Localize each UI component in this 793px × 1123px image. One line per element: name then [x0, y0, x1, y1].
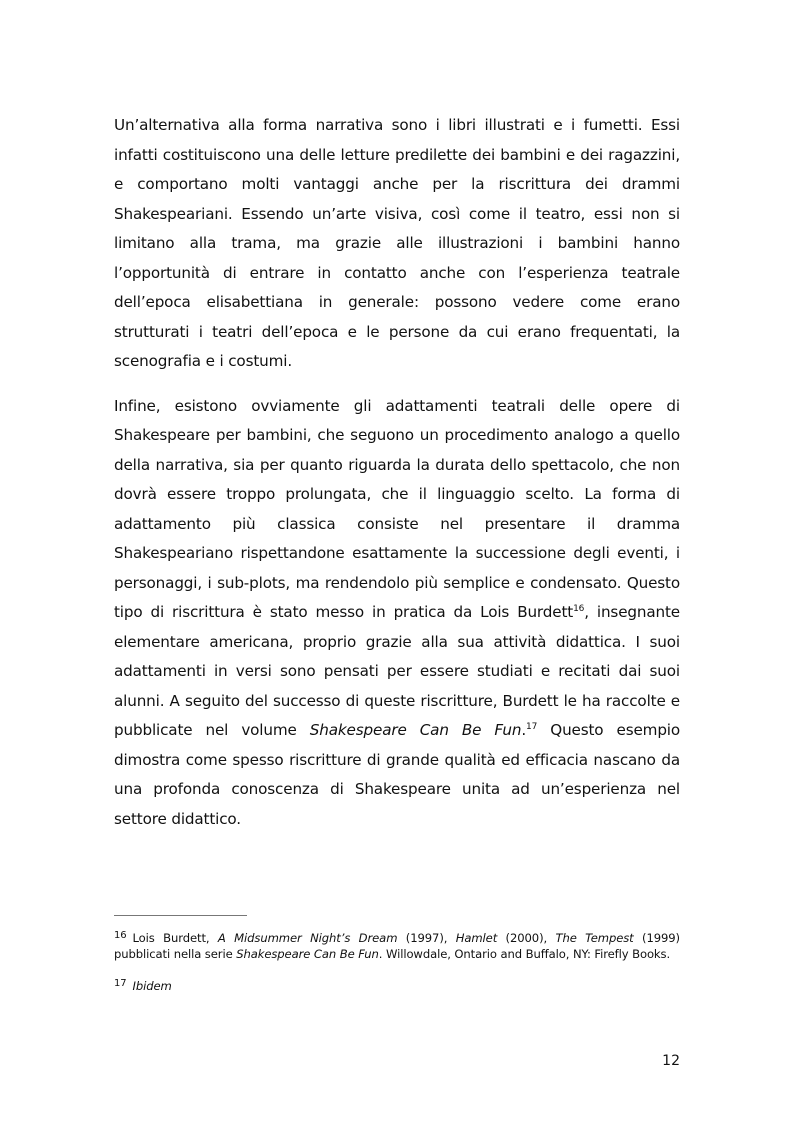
footnote-text: (1997),	[397, 931, 456, 945]
work-title: A Midsummer Night’s Dream	[217, 931, 398, 945]
paragraph-2-text-c: .	[521, 721, 527, 739]
footnote-separator	[114, 915, 247, 916]
paragraph-1: Un’alternativa alla forma narrativa sono i libri illustrati e i fumetti. Essi infatti costituiscono una delle letture predilette dei bambini e dei ragazzini, e comportano molti vantaggi anche per la riscrittura dei drammi Shakespeariani. Essendo un’arte visiva, così come il teatro, essi non si limitano alla trama, ma grazie alle illustrazioni i bambini hanno l’opportunità di entrare in contatto anche con l’esperienza teatrale dell’epoca elisabettiana in generale: possono vedere come erano strutturati i teatri dell’epoca e le persone da cui erano frequentati, la scenografia e i costumi.	[114, 116, 680, 370]
footnote-number: 16	[114, 930, 127, 941]
work-title: The Tempest	[555, 931, 634, 945]
page-number: 12	[662, 1053, 680, 1069]
footnotes	[114, 928, 680, 995]
footnote-text: . Willowdale, Ontario and Buffalo, NY: Firefly Books.	[378, 947, 671, 962]
footnote-ref-16[interactable]: 16	[573, 603, 585, 614]
paragraph-2	[114, 392, 680, 835]
footnote-number: 17	[114, 978, 127, 990]
footnote-text: (2000),	[497, 931, 556, 945]
page-body	[114, 111, 680, 834]
footnote-text: Lois Burdett,	[132, 931, 218, 945]
footnote-16	[114, 928, 680, 962]
book-title: Shakespeare Can Be Fun	[309, 721, 522, 739]
footnote-ref-17[interactable]: 17	[526, 721, 538, 732]
paragraph-2-text-d: Questo esempio dimostra come spesso riscritture di grande qualità ed efficacia nascano da una profonda conoscenza di Shakespeare unita ad un’esperienza nel settore didattico.	[114, 721, 681, 828]
series-title: Shakespeare Can Be Fun	[236, 947, 379, 962]
footnote-text: Ibidem	[132, 979, 172, 994]
footnote-text: (1999) pubblicati nella serie	[114, 931, 680, 962]
footnote-17	[114, 976, 680, 994]
paragraph-2-text-a: Infine, esistono ovviamente gli adattamenti teatrali delle opere di Shakespeare per bambini, che seguono un procedimento analogo a quello della narrativa, sia per quanto riguarda la durata dello spettacolo, che non dovrà essere troppo prolungata, che il linguaggio scelto. La forma di adattamento più classica consiste nel presentare il dramma Shakespeariano rispettandone esattamente la successione degli eventi, i personaggi, i sub-plots, ma rendendolo più semplice e condensato. Questo tipo di riscrittura è stato messo in pratica da Lois Burdett	[114, 396, 680, 621]
work-title: Hamlet	[455, 931, 498, 945]
paragraph-2-text-b: , insegnante elementare americana, proprio grazie alla sua attività didattica. I suoi adattamenti in versi sono pensati per essere studiati e recitati dai suoi alunni. A seguito del successo di queste riscritture, Burdett le ha raccolte e pubblicate nel volume	[114, 603, 680, 739]
